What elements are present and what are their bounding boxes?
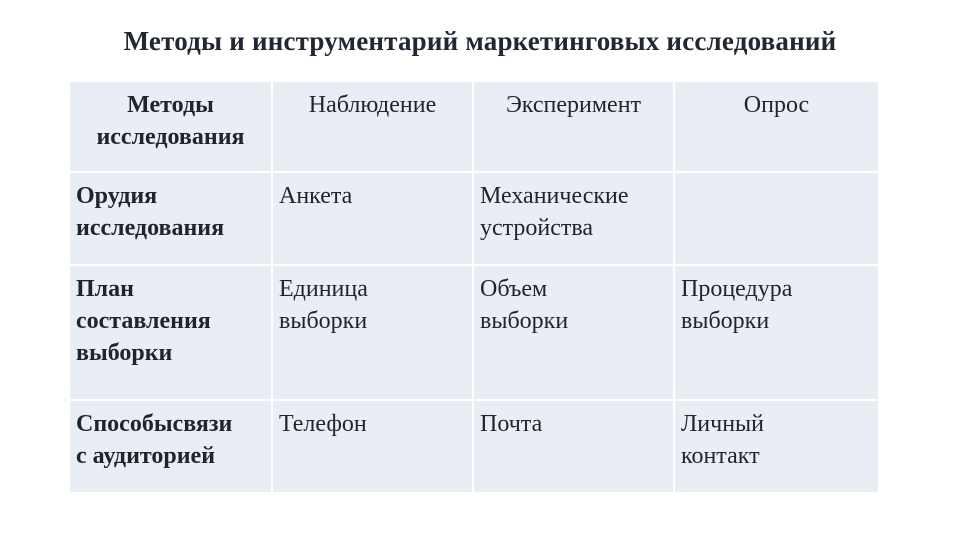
cell-text: Анкета (279, 183, 353, 209)
table-cell (272, 265, 473, 400)
cell-text: Объем выборки (480, 276, 569, 334)
methods-table (68, 80, 880, 494)
table-cell (272, 400, 473, 493)
row-label-cell (69, 400, 272, 493)
row-label-text: Способысвязи с аудиторией (76, 411, 233, 469)
table-row (69, 400, 879, 493)
header-cell-survey (674, 81, 879, 172)
table-cell (473, 265, 674, 400)
slide-title: Методы и инструментарий маркетинговых исследований (123, 26, 837, 56)
table-row (69, 265, 879, 400)
cell-text: Личный контакт (681, 411, 765, 469)
table-cell (473, 172, 674, 265)
row-label-cell (69, 265, 272, 400)
table-cell (473, 400, 674, 493)
cell-text: Процедура выборки (681, 276, 793, 334)
table-row (69, 172, 879, 265)
cell-text: Телефон (279, 411, 367, 437)
header-cell-experiment (473, 81, 674, 172)
cell-text: Механические устройства (480, 183, 629, 241)
table-cell-empty (674, 172, 879, 265)
cell-text: Единица выборки (279, 276, 368, 334)
header-survey-text: Опрос (743, 92, 810, 118)
table-cell (272, 172, 473, 265)
table-cell (674, 400, 879, 493)
row-label-text: Орудия исследования (76, 183, 225, 241)
table-cell (674, 265, 879, 400)
header-observation-text: Наблюдение (308, 92, 437, 118)
table-header-row (69, 81, 879, 172)
header-corner-cell (69, 81, 272, 172)
row-label-cell (69, 172, 272, 265)
header-experiment-text: Эксперимент (505, 92, 642, 118)
header-cell-observation (272, 81, 473, 172)
header-corner-text: Методы исследования (96, 92, 245, 150)
row-label-text: План составления выборки (76, 276, 211, 366)
cell-text: Почта (480, 411, 543, 437)
